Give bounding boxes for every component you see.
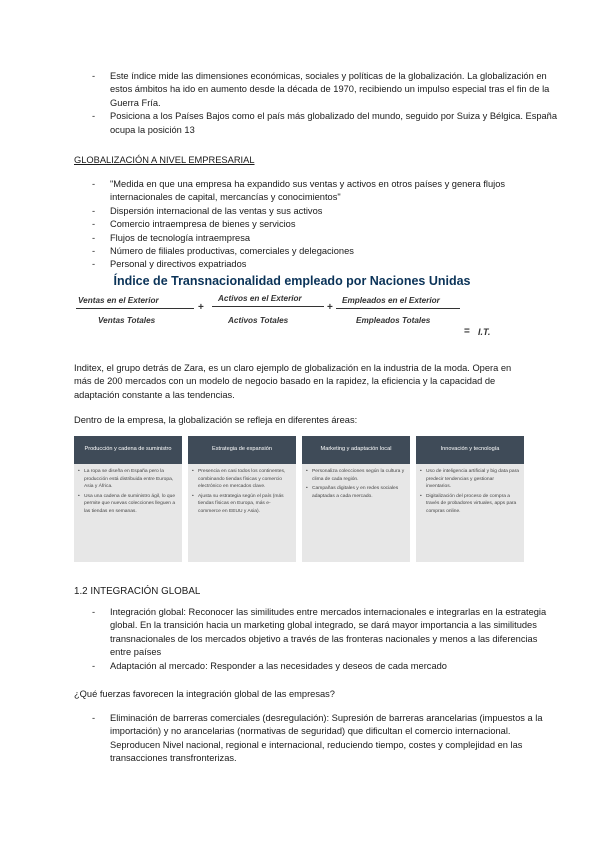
card-marketing-item: • Campañas digitales y en redes sociales adaptadas a cada mercado. bbox=[306, 485, 406, 500]
formula-numerator-sales: Ventas en el Exterior bbox=[78, 296, 159, 305]
card-expansion-title: Estrategia de expansión bbox=[188, 436, 296, 464]
forces-bullet-deregulation: - Eliminación de barreras comerciales (desregulación): Supresión de barreras arancelarias (impuestos a la importación) y no arancelarias (normativas de seguridad) que dificultan el comercio internacional. Seproducen Nivel nacional, regional e internacional, reduciendo tiempo, costes y complejidad en las transacciones transfronterizas. bbox=[74, 712, 560, 766]
formula-plus-2: + bbox=[327, 302, 333, 313]
formula-fraction-line-employees bbox=[336, 308, 460, 309]
formula-numerator-assets: Activos en el Exterior bbox=[218, 294, 302, 303]
enterprise-bullet-dispersion: - Dispersión internacional de las ventas y sus activos bbox=[74, 205, 560, 218]
transnationality-formula bbox=[72, 272, 512, 340]
formula-fraction-line-assets bbox=[212, 306, 324, 307]
forces-bullet-list bbox=[0, 712, 560, 766]
card-marketing bbox=[302, 436, 410, 562]
card-marketing-item: • Personaliza colecciones según la cultura y clima de cada región. bbox=[306, 468, 406, 483]
card-innovation bbox=[416, 436, 524, 562]
inditex-paragraph: Inditex, el grupo detrás de Zara, es un claro ejemplo de globalización en la industria de la moda. Opera en más de 200 mercados con un modelo de negocio basado en la rapidez, la eficiencia y la capacidad de adaptación constante a las tendencias. bbox=[74, 363, 512, 400]
card-innovation-item: • Digitalización del proceso de compra a través de probadores virtuales, apps para compras online. bbox=[420, 493, 520, 516]
intro-bullet-index: - Este índice mide las dimensiones económicas, sociales y políticas de la globalización. La globalización en estos ámbitos ha ido en aumento desde la década de 1970, recibiendo un impulso especial tras el fin de la Guerra Fría. bbox=[74, 70, 560, 110]
integration-bullet-list bbox=[0, 606, 560, 673]
card-innovation-item: • Uso de inteligencia artificial y big data para predecir tendencias y gestionar inventarios. bbox=[420, 468, 520, 491]
card-production bbox=[74, 436, 182, 562]
formula-result: I.T. bbox=[478, 327, 491, 337]
enterprise-bullet-subsidiaries: - Número de filiales productivas, comerciales y delegaciones bbox=[74, 245, 560, 258]
forces-question: ¿Qué fuerzas favorecen la integración global de las empresas? bbox=[74, 689, 335, 699]
card-production-list bbox=[78, 468, 178, 518]
card-innovation-title: Innovación y tecnología bbox=[416, 436, 524, 464]
integration-bullet-adaptation: - Adaptación al mercado: Responder a las necesidades y deseos de cada mercado bbox=[74, 660, 560, 673]
card-expansion-list bbox=[192, 468, 292, 518]
formula-equals: = bbox=[464, 326, 470, 337]
integration-bullet-global: - Integración global: Reconocer las similitudes entre mercados internacionales e integrarlas en la estrategia global. En la transición hacia un marketing global integrado, se dará mayor importancia a las similitudes transnacionales de los mercados objetivo a través de las fronteras nacionales y menos a las diferencias entre países bbox=[74, 606, 560, 660]
integration-heading: 1.2 INTEGRACIÓN GLOBAL bbox=[74, 586, 201, 597]
formula-plus-1: + bbox=[198, 302, 204, 313]
enterprise-bullet-definition: - "Medida en que una empresa ha expandido sus ventas y activos en otros países y genera flujos internacionales de capital, mercancías y conocimientos" bbox=[74, 178, 560, 205]
card-expansion-item: • Ajusta su estrategia según el país (más tiendas físicas en Europa, más e-commerce en EEUU y Asia). bbox=[192, 493, 292, 516]
areas-intro: Dentro de la empresa, la globalización se refleja en diferentes áreas: bbox=[74, 415, 358, 425]
enterprise-bullet-trade: - Comercio intraempresa de bienes y servicios bbox=[74, 218, 560, 231]
card-production-item: • La ropa se diseña en España pero la producción está distribuida entre Europa, Asia y África. bbox=[78, 468, 178, 491]
card-expansion-item: • Presencia en casi todos los continentes, combinando tiendas físicas y comercio electrónico en mercados clave. bbox=[192, 468, 292, 491]
formula-denominator-employees: Empleados Totales bbox=[356, 316, 431, 325]
intro-bullet-list bbox=[0, 70, 560, 137]
card-production-title: Producción y cadena de suministro bbox=[74, 436, 182, 464]
enterprise-bullet-staff: - Personal y directivos expatriados bbox=[74, 258, 560, 271]
formula-numerator-employees: Empleados en el Exterior bbox=[342, 296, 440, 305]
enterprise-heading: GLOBALIZACIÓN A NIVEL EMPRESARIAL bbox=[74, 155, 255, 165]
formula-denominator-sales: Ventas Totales bbox=[98, 316, 156, 325]
formula-title: Índice de Transnacionalidad empleado por Naciones Unidas bbox=[113, 274, 471, 288]
enterprise-bullet-list bbox=[0, 178, 560, 272]
card-marketing-title: Marketing y adaptación local bbox=[302, 436, 410, 464]
card-production-item: • Usa una cadena de suministro ágil, lo que permite que nuevas colecciones lleguen a las tiendas en semanas. bbox=[78, 493, 178, 516]
enterprise-bullet-technology: - Flujos de tecnología intraempresa bbox=[74, 232, 560, 245]
intro-bullet-ranking: - Posiciona a los Países Bajos como el país más globalizado del mundo, seguido por Suiza y Bélgica. España ocupa la posición 13 bbox=[74, 110, 560, 137]
formula-fraction-line-sales bbox=[76, 308, 194, 309]
inditex-areas-infographic bbox=[74, 436, 524, 562]
formula-denominator-assets: Activos Totales bbox=[228, 316, 289, 325]
card-marketing-list bbox=[306, 468, 406, 502]
card-innovation-list bbox=[420, 468, 520, 518]
card-expansion bbox=[188, 436, 296, 562]
